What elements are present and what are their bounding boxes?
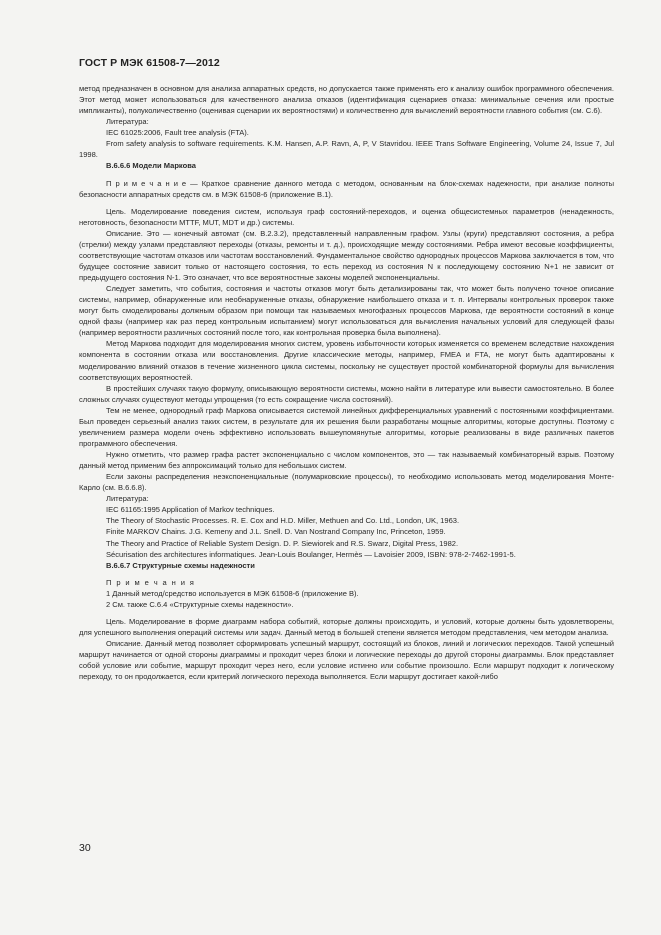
literature-label: Литература: — [106, 494, 149, 504]
paragraph: Если законы распределения неэкспоненциальные (полумарковские процессы), то необходимо использовать метод моделирования Монте-Карло (см. В.6.6.8). — [79, 472, 614, 493]
section-heading: В.6.6.6 Модели Маркова — [106, 161, 196, 171]
paragraph: Тем не менее, однородный граф Маркова описывается системой линейных дифференциальных уравнений с постоянными коэффициентами. Был проведен серьезный анализ таких систем, в результате для их решения были разработаны мощные алгоритмы, которые доступны. Поэтому с увеличением размера модели очень эффективно использовать вышеупомянутые алгоритмы, которые реализованы в виде различных пакетов программного обеспечения. — [79, 405, 614, 448]
reference-item: From safety analysis to software requirements. K.M. Hansen, A.P. Ravn, A, P, V Stavridou. IEEE Trans Software Engineering, Volume 24, Issue 7, Jul 1998. — [79, 139, 614, 160]
page-number: 30 — [79, 842, 91, 854]
paragraph: Нужно отметить, что размер графа растет экспоненциально с числом компонентов, это — так называемый комбинаторный взрыв. Поэтому данный метод применим без аппроксимаций только для небольших систем. — [79, 450, 614, 471]
document-body — [79, 83, 614, 682]
paragraph: Метод Маркова подходит для моделирования многих систем, уровень избыточности которых изменяется со временем вследствие нахождения компонента в состоянии отказа или восстановления. Другие классические методы, например, FMEA и FTA, не могут быть адаптированы к моделированию влияний отказов в течение жизненного цикла системы, поскольку не существует простой комбинаторной формулы для вычисления соответствующих вероятностей. — [79, 339, 614, 382]
reference-item: IEC 61165:1995 Application of Markov techniques. — [106, 505, 275, 515]
paragraph: метод предназначен в основном для анализа аппаратных средств, но допускается также применять его к анализу ошибок программного обеспечения. Этот метод может использоваться для качественного анализа отказов (идентификация сценариев отказа: минимальные сечения или простые импликанты), полуколичественно (оценивая сценарии их вероятностями) и количественно для вычислений вероятности главного события (см. С.6). — [79, 84, 614, 116]
note-paragraph: П р и м е ч а н и е — Краткое сравнение данного метода с методом, основанным на блок-схемах надежности, при анализе полноты безопасности аппаратных средств см. в МЭК 61508-6 (приложение В.1). — [79, 178, 614, 199]
note-item: 2 См. также С.6.4 «Структурные схемы надежности». — [106, 599, 294, 609]
reference-item: The Theory of Stochastic Processes. R. E. Cox and H.D. Miller, Methuen and Co. Ltd., London, UK, 1963. — [106, 516, 460, 526]
paragraph: Описание. Это — конечный автомат (см. В.2.3.2), представленный направленным графом. Узлы (круги) представляют состояния, а ребра (стрелки) между узлами представляют переходы (отказы, ремонты и т. д.), происходящие между состояниями. Ребра имеют весовые коэффициенты, соответствующие частотам отказов или частотам восстановлений. Фундаментальное свойство однородных процессов Маркова заключается в том, что будущее состояние зависит только от настоящего состояния, то есть переход из состояния N к последующему состоянию N+1 не зависит от предыдущего состояния N-1. Это означает, что все вероятностные законы моделей экспоненциальны. — [79, 228, 614, 282]
section-heading: В.6.6.7 Структурные схемы надежности — [106, 560, 255, 570]
paragraph: Цель. Моделирование в форме диаграмм набора событий, которые должны происходить, и условий, которые должны быть удовлетворены, для успешного выполнения операций системы или задач. Данный метод в большей степени является методом представления, чем методом анализа. — [79, 616, 614, 637]
note-item: 1 Данный метод/средство используется в МЭК 61508-6 (приложение В). — [106, 588, 359, 598]
paragraph: Следует заметить, что события, состояния и частоты отказов могут быть детализированы так, что может быть получено точное описание системы, например, обнаруженные или необнаруженные отказы, обнаружение наибольшего отказа и т. п. Интервалы контрольных проверок также могут быть смоделированы должным образом при помощи так называемых многофазных процессов Маркова, где вероятности состояний в конце одной фазы (например как раз перед контрольным испытанием) могут использоваться для вычисления начальных условий для следующей фазы (например вероятности различных состояний после того, как контрольная проверка была выполнена). — [79, 284, 614, 338]
literature-label: Литература: — [106, 117, 149, 127]
reference-item: Finite MARKOV Chains. J.G. Kemeny and J.L. Snell. D. Van Nostrand Company Inc, Princeton, 1959. — [106, 527, 446, 537]
paragraph: Описание. Данный метод позволяет сформировать успешный маршрут, состоящий из блоков, линий и логических переходов. Такой успешный маршрут начинается от одной стороны диаграммы и проходит через блоки и логические переходы до другой стороны диаграммы. Блок представляет собой условие или событие, маршрут проходит через него, если условие истинно или событие произошло. Если маршрут подходит к логическому переходу, то он продолжается, если критерий логического перехода выполняется. Если маршрут достигает какой-либо — [79, 639, 614, 682]
notes-label: П р и м е ч а н и я — [106, 577, 196, 587]
reference-item: IEC 61025:2006, Fault tree analysis (FTA). — [106, 128, 249, 138]
reference-item: The Theory and Practice of Reliable System Design. D. P. Siewiorek and R.S. Swarz, Digital Press, 1982. — [106, 538, 459, 548]
document-header: ГОСТ Р МЭК 61508-7—2012 — [79, 57, 220, 69]
reference-item: Sécurisation des architectures informatiques. Jean-Louis Boulanger, Hermès — Lavoisier 2009, ISBN: 978-2-7462-1991-5. — [106, 549, 516, 559]
paragraph: В простейших случаях такую формулу, описывающую вероятности системы, можно найти в литературе или вывести самостоятельно. В более сложных случаях существуют методы упрощения (то есть сокращение числа состояний). — [79, 383, 614, 404]
paragraph: Цель. Моделирование поведения систем, используя граф состояний-переходов, и оценка общесистемных параметров (ненадежность, неготовность, безопасности MTTF, MUT, MDT и др.) системы. — [79, 206, 614, 227]
